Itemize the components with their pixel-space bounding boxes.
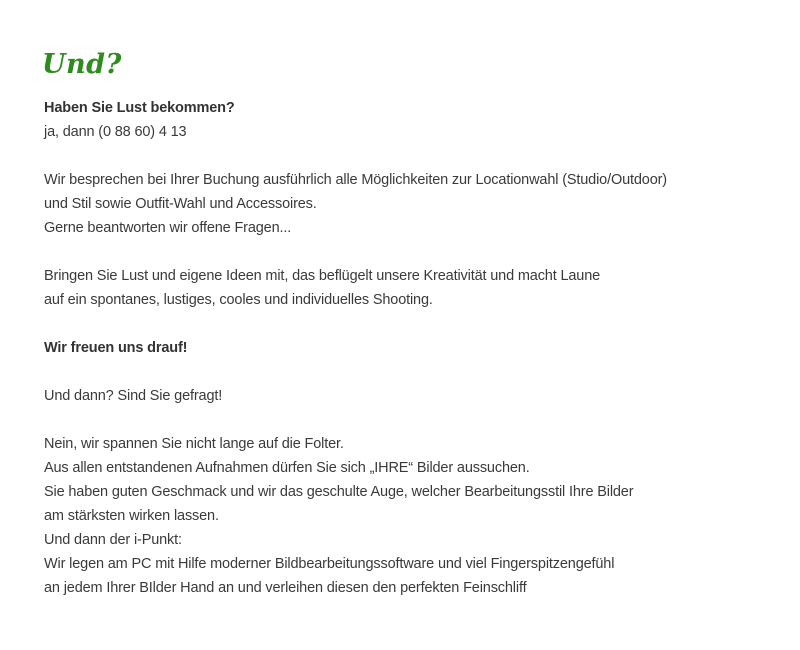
selection-line: am stärksten wirken lassen. [44, 508, 219, 524]
selection-line: Wir legen am PC mit Hilfe moderner Bildbearbeitungssoftware und viel Fingerspitzengefühl [44, 556, 615, 572]
selection-line: Nein, wir spannen Sie nicht lange auf die Folter. [44, 436, 344, 452]
booking-line: Wir besprechen bei Ihrer Buchung ausführlich alle Möglichkeiten zur Locationwahl (Studio/Outdoor) [44, 172, 667, 188]
spacer [44, 240, 784, 264]
booking-line: Gerne beantworten wir offene Fragen... [44, 220, 292, 236]
selection-line: Aus allen entstandenen Aufnahmen dürfen Sie sich „IHRE“ Bilder aussuchen. [44, 460, 530, 476]
selection-line: an jedem Ihrer BIlder Hand an und verleihen diesen den perfekten Feinschliff [44, 580, 527, 596]
ideas-line: auf ein spontanes, lustiges, cooles und individuelles Shooting. [44, 292, 433, 308]
selection-line: Sie haben guten Geschmack und wir das geschulte Auge, welcher Bearbeitungsstil Ihre Bilder [44, 484, 634, 500]
content-area [44, 48, 784, 600]
booking-line: und Stil sowie Outfit-Wahl und Accessoires. [44, 196, 317, 212]
question-line: Und dann? Sind Sie gefragt! [44, 388, 223, 404]
phone-line: ja, dann (0 88 60) 4 13 [44, 124, 187, 140]
ideas-line: Bringen Sie Lust und eigene Ideen mit, das beflügelt unsere Kreativität und macht Laune [44, 268, 601, 284]
spacer [44, 360, 784, 384]
highlight-line: Wir freuen uns drauf! [44, 340, 188, 356]
spacer [44, 144, 784, 168]
spacer [44, 408, 784, 432]
section-heading: Und? [42, 49, 122, 80]
spacer [44, 312, 784, 336]
selection-line: Und dann der i-Punkt: [44, 532, 182, 548]
intro-question: Haben Sie Lust bekommen? [44, 100, 235, 116]
